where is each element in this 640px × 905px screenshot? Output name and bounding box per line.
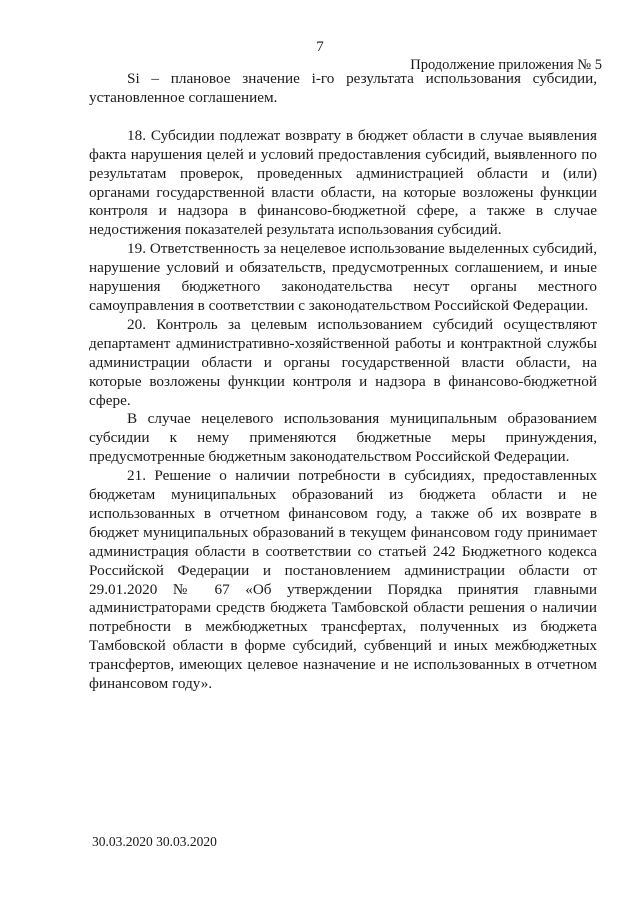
appendix-continuation-note: Продолжение приложения № 5 xyxy=(410,57,602,73)
document-body xyxy=(89,70,597,694)
paragraph-clause-18: 18. Субсидии подлежат возврату в бюджет области в случае выявления факта нарушения целей и условий предоставления субсидий, выявленного по результатам проверок, проведенных администрацией области и (или) органами государственной власти области, на которые возложены функции контроля и надзора в финансово-бюджетной сфере, а также в случае недостижения показателей результата использования субсидий. xyxy=(89,126,597,239)
paragraph-clause-20: 20. Контроль за целевым использованием субсидий осуществляют департамент административно-хозяйственной работы и контрактной службы администрации области и органы государственной власти области, на которые возложены функции контроля и надзора в финансово-бюджетной сфере. xyxy=(89,315,597,409)
paragraph-clause-19: 19. Ответственность за нецелевое использование выделенных субсидий, нарушение условий и обязательств, предусмотренных соглашением, и иные нарушения бюджетного законодательства несут органы местного самоуправления в соответствии с законодательством Российской Федерации. xyxy=(89,240,597,314)
paragraph-si-definition: Si – плановое значение i-го результата использования субсидии, установленное соглашением. xyxy=(89,70,597,106)
paragraph-clause-21: 21. Решение о наличии потребности в субсидиях, предоставленных бюджетам муниципальных образований из бюджета области и не использованных в отчетном финансовом году, а также об их возврате в бюджет муниципальных образований в текущем финансовом году принимает администрация области в соответствии со статьей 242 Бюджетного кодекса Российской Федерации и постановлением администрации области от 29.01.2020 № 67 «Об утверждении Порядка принятия главными администраторами средств бюджета Тамбовской области решения о наличии потребности в межбюджетных трансфертах, полученных из бюджета Тамбовской области в форме субсидий, субвенций и иных межбюджетных трансфертов, имеющих целевое назначение и не использованных в отчетном финансовом году». xyxy=(89,467,597,693)
date-stamp: 30.03.2020 30.03.2020 xyxy=(92,834,217,849)
page-number: 7 xyxy=(316,39,324,55)
paragraph-misuse-measures: В случае нецелевого использования муниципальным образованием субсидии к нему применяются бюджетные меры принуждения, предусмотренные бюджетным законодательством Российской Федерации. xyxy=(89,410,597,466)
